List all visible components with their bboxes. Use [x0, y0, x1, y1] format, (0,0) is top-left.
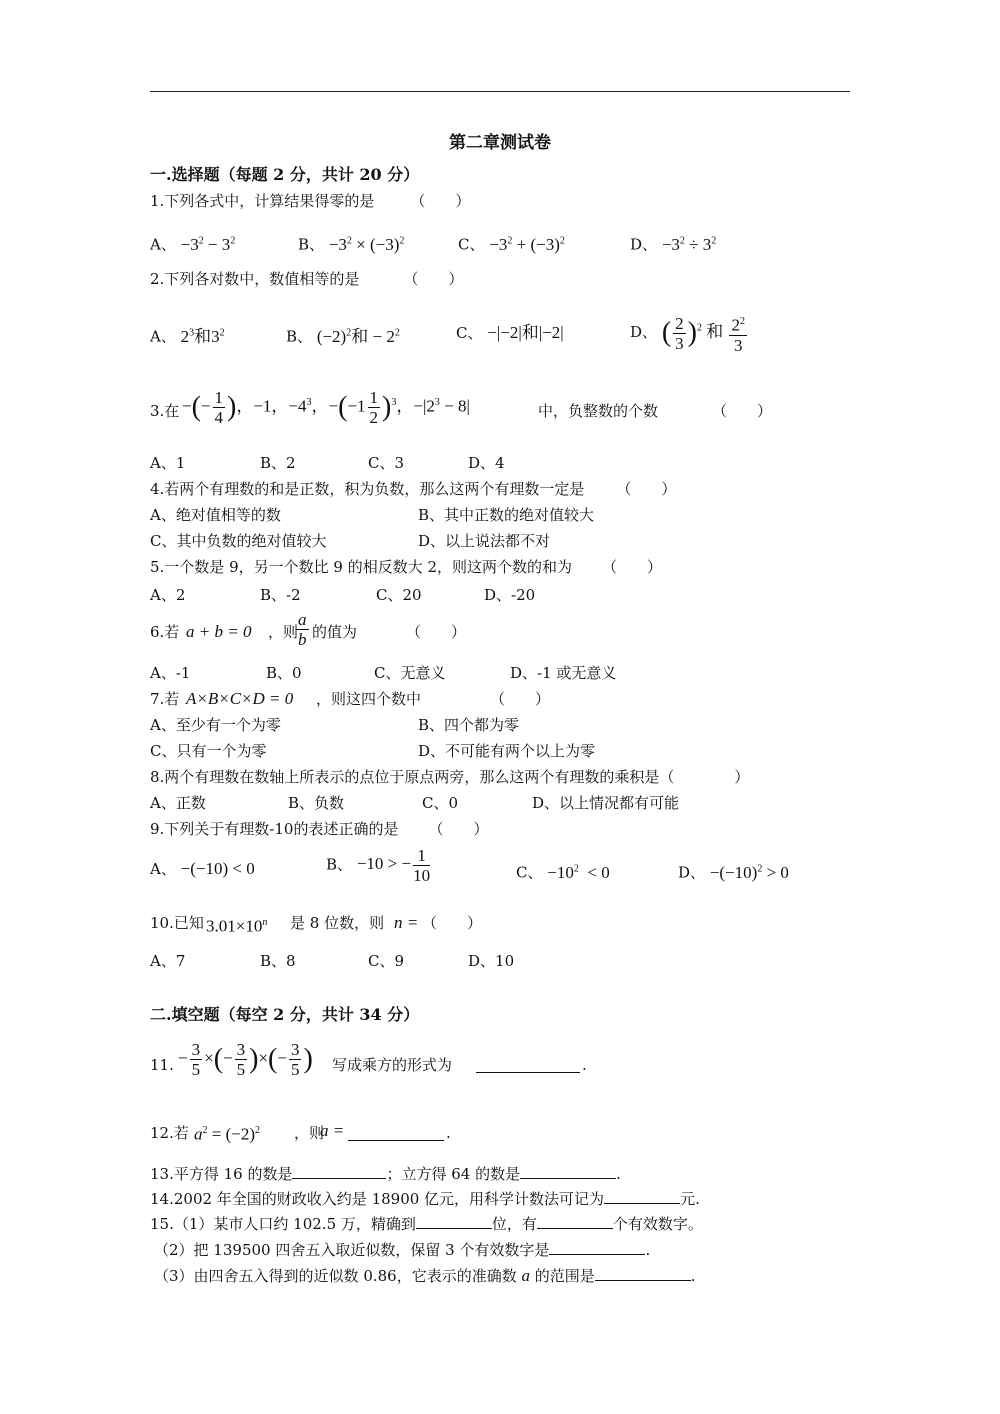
- q11: 11. − $\frac{3}{5}$ ×(− $\frac{3}{5}$ )×(− $\frac{3}{5}$ ) 写成乘方的形式为 .: [150, 1040, 587, 1079]
- q13: 13.平方得 16 的数是 ；立方得 64 的数是 .: [150, 1162, 621, 1185]
- q5-option-b: B、-2: [260, 586, 301, 604]
- q7-option-d: D、不可能有两个以上为零: [418, 742, 596, 760]
- q10-option-a: A、7: [150, 952, 186, 970]
- q8-option-b: B、负数: [288, 794, 345, 812]
- q15-blank-1[interactable]: [416, 1212, 492, 1229]
- q6-option-b: B、0: [266, 664, 302, 682]
- q2-options: [150, 312, 850, 360]
- q8-option-d: D、以上情况都有可能: [532, 794, 680, 812]
- q4-options-row2: [150, 530, 850, 552]
- q10-option-b: B、8: [260, 952, 296, 970]
- section-2-heading: 二.填空题（每空 2 分，共计 34 分）: [150, 1005, 420, 1024]
- q6-option-a: A、-1: [150, 664, 191, 682]
- q15-blank-4[interactable]: [595, 1264, 691, 1281]
- q5-option-c: C、20: [376, 586, 422, 604]
- q11-answer-blank[interactable]: [476, 1056, 580, 1073]
- q9-stem: 9.下列关于有理数-10的表述正确的是 （ ）: [150, 820, 489, 838]
- q15-part2: （2）把 139500 四舍五入取近似数，保留 3 个有效数字是 .: [154, 1238, 650, 1261]
- q3-option-d: D、4: [468, 454, 505, 472]
- q8-options: [150, 792, 850, 814]
- q5-option-a: A、2: [150, 586, 186, 604]
- q15-part3: （3）由四舍五入得到的近似数 0.86，它表示的准确数 a 的范围是 .: [154, 1266, 696, 1285]
- q3-option-b: B、2: [260, 454, 296, 472]
- page-title: 第二章测试卷: [449, 133, 551, 153]
- q9-option-c: C、 $-10^2 < 0$: [516, 862, 610, 882]
- q5-stem: 5.一个数是 9，另一个数比 9 的相反数大 2，则这两个数的和为 （ ）: [150, 558, 663, 576]
- q7-option-c: C、只有一个为零: [150, 742, 267, 760]
- q3-expression: −(− $\frac{1}{4}$ )，−1，$-4^3$，−(−1 $\frac{1}{2}$ )$^3$，$-|2^3 - 8|$: [182, 388, 470, 427]
- q3-stem: 3.在 −(− $\frac{1}{4}$ )，−1，$-4^3$，−(−1 $\frac{1}{2}$ )$^3$，$-|2^3 - 8|$ 中，负整数的个数 （ ）: [150, 388, 773, 427]
- q14-blank[interactable]: [604, 1187, 680, 1204]
- q5-option-d: D、-20: [484, 586, 536, 604]
- q5-options: [150, 584, 850, 606]
- section-1-heading: 一.选择题（每题 2 分，共计 20 分）: [150, 165, 420, 184]
- q15-blank-2[interactable]: [537, 1212, 613, 1229]
- q12: 12.若 $a^2 = (-2)^2$ ，则 a = .: [150, 1121, 451, 1144]
- q9-option-b: B、 −10 > − $\frac{1}{10}$: [326, 846, 431, 885]
- q6-stem: 6.若 a + b = 0 ，则 $\frac{a}{b}$ 的值为 （ ）: [150, 610, 467, 649]
- q8-stem: 8.两个有理数在数轴上所表示的点位于原点两旁，那么这两个有理数的乘积是（ ）: [150, 768, 750, 786]
- q4-option-d: D、以上说法都不对: [418, 532, 551, 550]
- q1-option-a: A、 $-3^2 - 3^2$: [150, 234, 236, 254]
- q9-option-a: A、 −(−10) < 0: [150, 859, 255, 878]
- q7-stem: 7.若 A×B×C×D = 0 ，则这四个数中 （ ）: [150, 689, 551, 708]
- q4-option-a: A、绝对值相等的数: [150, 506, 281, 524]
- q6-option-c: C、无意义: [374, 664, 446, 682]
- q1-option-c: C、 $-3^2 + (-3)^2$: [458, 234, 565, 254]
- q1-options: [150, 230, 850, 254]
- q10-options: [150, 950, 850, 972]
- q13-blank-1[interactable]: [292, 1162, 386, 1179]
- header-rule: [150, 91, 850, 92]
- q9-option-d: D、 $-(-10)^2 > 0$: [678, 862, 789, 882]
- q11-expression: − $\frac{3}{5}$ ×(− $\frac{3}{5}$ )×(− $\frac{3}{5}$ ): [178, 1040, 313, 1079]
- q2-stem: 2.下列各对数中，数值相等的是 （ ）: [150, 270, 464, 288]
- q1-option-d: D、 $-3^2 \div 3^2$: [630, 234, 717, 254]
- q4-stem: 4.若两个有理数的和是正数，积为负数，那么这两个有理数一定是 （ ）: [150, 480, 677, 498]
- q4-option-c: C、其中负数的绝对值较大: [150, 532, 327, 550]
- q7-options-row1: [150, 714, 850, 736]
- q12-answer-blank[interactable]: [348, 1124, 444, 1141]
- q9-options: [150, 846, 850, 894]
- q2-option-c: C、 −|−2|和|−2|: [456, 323, 564, 342]
- q6-options: [150, 662, 850, 684]
- q14: 14.2002 年全国的财政收入约是 18900 亿元，用科学计数法可记为 元.: [150, 1187, 700, 1210]
- q15-part1: 15.（1）某市人口约 102.5 万，精确到 位，有 个有效数字。: [150, 1212, 703, 1235]
- q2-option-a: A、 $2^3$和$3^2$: [150, 326, 225, 346]
- q10-option-d: D、10: [468, 952, 515, 970]
- q7-options-row2: [150, 740, 850, 762]
- q2-option-d: D、 ( $\frac{2}{3}$ )$^2$ 和 $\frac{2^2}{3}$: [630, 313, 745, 355]
- q6-option-d: D、-1 或无意义: [510, 664, 617, 682]
- q7-option-b: B、四个都为零: [418, 716, 520, 734]
- q8-option-a: A、正数: [150, 794, 206, 812]
- q15-blank-3[interactable]: [549, 1238, 645, 1255]
- q1-option-b: B、 $-3^2 \times (-3)^2$: [298, 234, 405, 254]
- q8-option-c: C、0: [422, 794, 459, 812]
- q13-blank-2[interactable]: [520, 1162, 616, 1179]
- q4-options-row1: [150, 504, 850, 526]
- q1-stem: 1.下列各式中，计算结果得零的是 （ ）: [150, 192, 471, 210]
- q3-options: [150, 452, 850, 474]
- q4-option-b: B、其中正数的绝对值较大: [418, 506, 595, 524]
- q2-option-b: B、 $(-2)^2$和 − $2^2$: [286, 326, 400, 346]
- q3-option-c: C、3: [368, 454, 405, 472]
- q10-stem: 10.已知 $3.01\times 10^n$ 是 8 位数，则 n = （ ）: [150, 913, 483, 936]
- q3-option-a: A、1: [150, 454, 186, 472]
- q7-option-a: A、至少有一个为零: [150, 716, 281, 734]
- q10-option-c: C、9: [368, 952, 405, 970]
